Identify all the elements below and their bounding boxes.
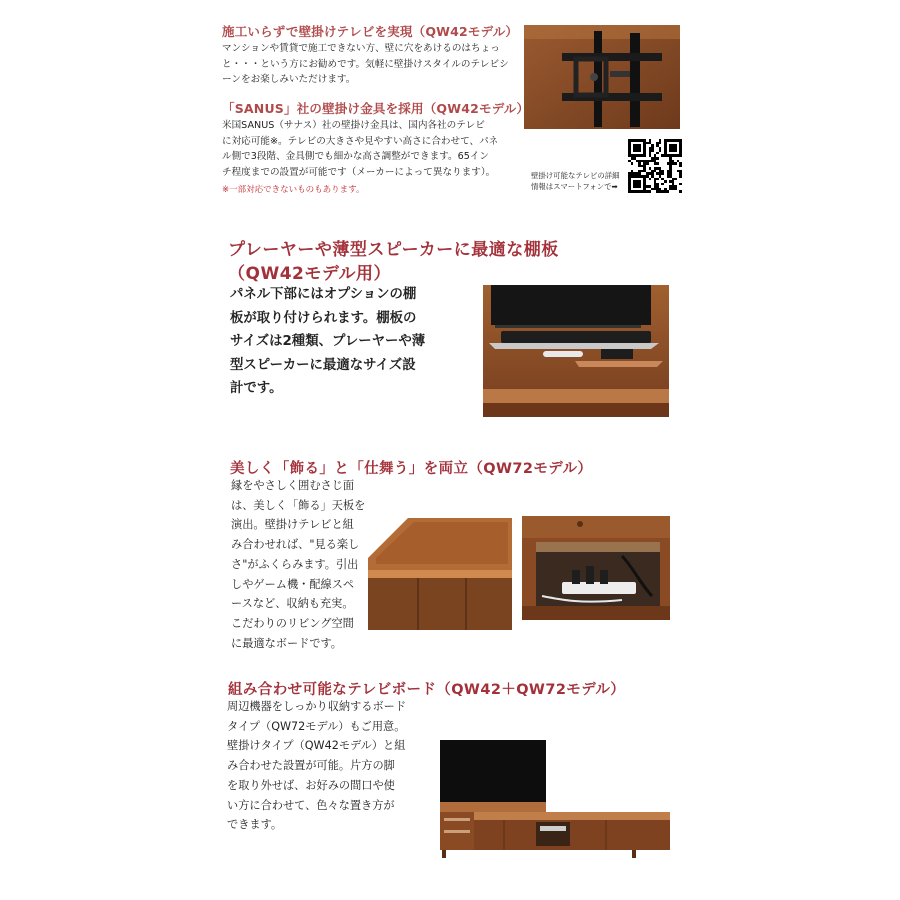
section4-line: に最適なボードです。 — [231, 636, 342, 650]
section3-body — [230, 283, 470, 401]
section3-heading — [228, 238, 648, 286]
section1-line: ーンをお楽しみいただけます。 — [222, 74, 356, 86]
section3-heading-line: プレーヤーや薄型スピーカーに最適な棚板 — [228, 240, 559, 260]
section5-line: タイプ（QW72モデル）もご用意。 — [227, 719, 406, 733]
section2-body — [222, 118, 522, 180]
section5-line: を取り外せば、お好みの間口や使 — [227, 778, 395, 792]
qr-code-icon[interactable] — [628, 139, 682, 193]
section4-line: こだわりのリビング空間 — [231, 616, 354, 630]
section1-heading: 施工いらずで壁掛けテレビを実現（QW42モデル） — [222, 24, 519, 39]
qr-caption-line: 情報はスマートフォンで➡ — [531, 182, 618, 191]
section1-line: と・・・という方にお勧めです。気軽に壁掛けスタイルのテレビシ — [222, 58, 509, 70]
section4-line: さ"がふくらみます。引出 — [231, 557, 359, 571]
section3-heading-line: （QW42モデル用） — [228, 264, 392, 284]
section2-heading: 「SANUS」社の壁掛け金具を採用（QW42モデル） — [222, 101, 530, 116]
section4-line: は、美しく「飾る」天板を — [231, 498, 366, 512]
section2-line: ル側で3段階、金具側でも細かな高さ調整ができます。65イン — [222, 151, 489, 163]
board-corner-photo — [368, 518, 512, 630]
section5-body — [227, 697, 437, 835]
section2-note: ※一部対応できないものもあります。 — [222, 185, 365, 195]
shelf-panel-photo — [483, 285, 669, 417]
section5-line: い方に合わせて、色々な置き方が — [227, 798, 395, 812]
section5-heading: 組み合わせ可能なテレビボード（QW42＋QW72モデル） — [228, 682, 626, 698]
section1-body — [222, 41, 522, 88]
section4-line: 演出。壁掛けテレビと組 — [231, 518, 354, 532]
section1-line: マンションや賃貸で施工できない方、壁に穴をあけるのはちょっ — [222, 43, 500, 54]
section4-line: しやゲーム機・配線スペ — [231, 577, 355, 591]
section5-line: み合わせた設置が可能。片方の脚 — [227, 759, 395, 773]
section4-heading: 美しく「飾る」と「仕舞う」を両立（QW72モデル） — [230, 461, 593, 477]
combination-tv-board-photo — [436, 740, 672, 858]
section4-line: ースなど、収納も充実。 — [231, 597, 354, 611]
section5-line: 壁掛けタイプ（QW42モデル）と組 — [227, 739, 406, 753]
section3-line: 計です。 — [230, 381, 283, 396]
section4-line: み合わせれば、"見る楽し — [231, 538, 360, 552]
section5-line: できます。 — [227, 818, 283, 832]
section2-line: に対応可能※。テレビの大きさや見やすい高さに合わせて、パネ — [222, 135, 499, 147]
section2-line: 米国SANUS（サナス）社の壁掛け金具は、国内各社のテレビ — [222, 120, 485, 131]
section4-body — [231, 476, 371, 653]
section3-line: パネル下部にはオプションの棚 — [230, 287, 417, 302]
qr-caption — [531, 170, 620, 192]
section2-line: チ程度までの設置が可能です（メーカーによって異なります）。 — [222, 166, 496, 178]
section3-line: 型スピーカーに最適なサイズ設 — [230, 357, 416, 373]
wall-bracket-photo — [524, 25, 680, 129]
qr-caption-line: 壁掛け可能なテレビの詳細 — [531, 171, 620, 180]
section5-line: 周辺機器をしっかり収納するボード — [227, 700, 407, 713]
drawer-storage-photo — [522, 516, 670, 620]
section3-line: サイズは2種類、プレーヤーや薄 — [230, 334, 426, 349]
section4-line: 縁をやさしく囲むさじ面 — [231, 479, 355, 492]
section3-line: 板が取り付けられます。棚板の — [230, 310, 417, 326]
